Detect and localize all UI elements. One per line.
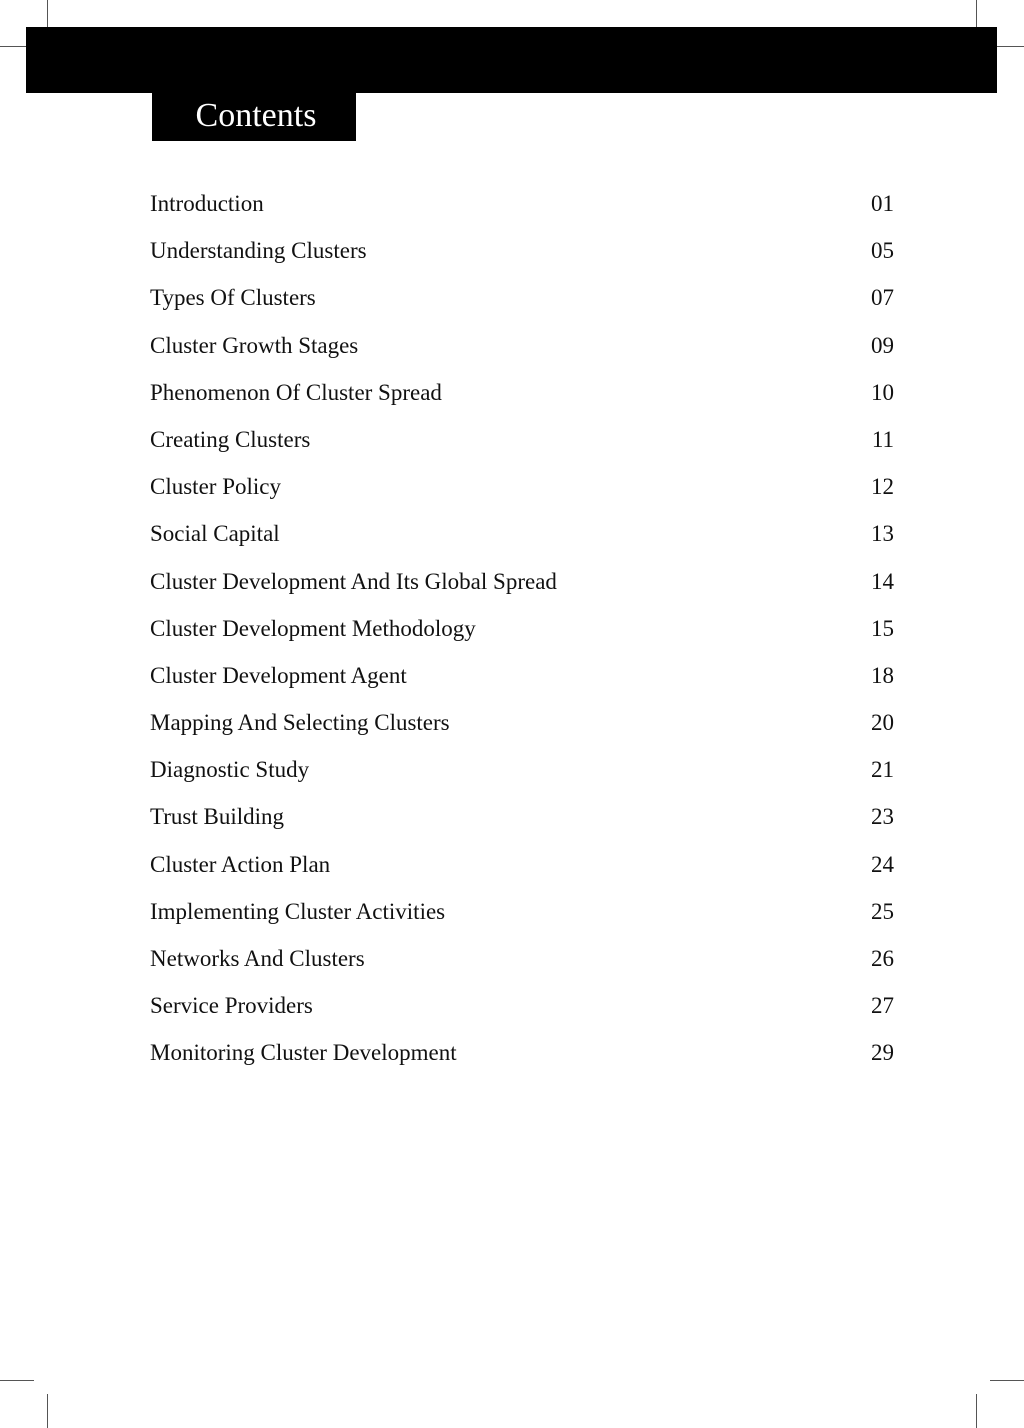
toc-entry-page-number: 05 xyxy=(871,238,894,264)
toc-entry-title: Types Of Clusters xyxy=(150,285,316,311)
toc-entry-page-number: 27 xyxy=(871,993,894,1019)
toc-entry xyxy=(150,463,894,510)
toc-entry-page-number: 01 xyxy=(871,191,894,216)
toc-entry-title: Creating Clusters xyxy=(150,426,311,452)
toc-entry-page-number: 25 xyxy=(871,898,894,924)
toc-entry-title: Networks And Clusters xyxy=(150,946,365,971)
crop-mark-bottom-left-vertical xyxy=(47,1394,48,1428)
toc-entry-title: Cluster Policy xyxy=(150,474,281,500)
page-title: Contents xyxy=(152,93,356,141)
header-band xyxy=(26,27,997,93)
toc-entry-title: Cluster Action Plan xyxy=(150,851,331,877)
toc-entry xyxy=(150,841,894,888)
toc-entry-page-number: 13 xyxy=(871,521,894,547)
toc-entry-page-number: 14 xyxy=(871,568,894,594)
toc-entry xyxy=(150,652,894,699)
toc-entry-title: Cluster Growth Stages xyxy=(150,332,359,358)
toc-entry-title: Phenomenon Of Cluster Spread xyxy=(150,379,442,405)
toc-entry xyxy=(150,416,894,463)
toc-entry xyxy=(150,605,894,652)
toc-entry xyxy=(150,180,894,227)
toc-entry-page-number: 10 xyxy=(871,379,894,405)
toc-entry-page-number: 26 xyxy=(871,946,894,971)
toc-entry-title: Trust Building xyxy=(150,804,285,830)
toc-entry-title: Mapping And Selecting Clusters xyxy=(150,710,450,736)
toc-entry xyxy=(150,558,894,605)
table-of-contents xyxy=(150,180,894,1077)
crop-mark-bottom-right-horizontal xyxy=(990,1380,1024,1381)
crop-mark-bottom-right-vertical xyxy=(976,1394,977,1428)
toc-entry-page-number: 23 xyxy=(871,804,894,830)
toc-entry-title: Service Providers xyxy=(150,993,313,1019)
toc-entry xyxy=(150,322,894,369)
toc-entry xyxy=(150,227,894,274)
toc-entry xyxy=(150,746,894,793)
toc-entry-title: Implementing Cluster Activities xyxy=(150,898,446,924)
toc-entry-page-number: 09 xyxy=(871,332,894,358)
toc-entry-page-number: 15 xyxy=(871,615,894,641)
crop-mark-bottom-left-horizontal xyxy=(0,1380,34,1381)
toc-entry-title: Monitoring Cluster Development xyxy=(150,1040,457,1066)
toc-entry xyxy=(150,274,894,321)
toc-entry xyxy=(150,935,894,982)
toc-entry-page-number: 20 xyxy=(871,710,894,736)
toc-entry xyxy=(150,793,894,840)
toc-entry-title: Cluster Development Agent xyxy=(150,662,407,688)
toc-entry-page-number: 07 xyxy=(871,285,894,311)
toc-entry xyxy=(150,699,894,746)
toc-entry xyxy=(150,982,894,1029)
toc-entry-page-number: 24 xyxy=(871,851,894,877)
toc-entry-page-number: 21 xyxy=(871,757,894,783)
toc-entry-title: Cluster Development And Its Global Spread xyxy=(150,568,557,594)
toc-entry-title: Understanding Clusters xyxy=(150,238,367,264)
toc-entry-page-number: 12 xyxy=(871,474,894,500)
toc-entry-page-number: 18 xyxy=(871,662,894,688)
toc-entry xyxy=(150,888,894,935)
toc-entry-title: Introduction xyxy=(150,191,264,216)
toc-entry-title: Social Capital xyxy=(150,521,280,547)
toc-entry xyxy=(150,369,894,416)
toc-entry xyxy=(150,1029,894,1076)
toc-entry-page-number: 11 xyxy=(871,426,894,452)
toc-entry-page-number: 29 xyxy=(871,1040,894,1066)
toc-entry xyxy=(150,510,894,557)
toc-entry-title: Diagnostic Study xyxy=(150,757,310,783)
toc-entry-title: Cluster Development Methodology xyxy=(150,615,476,641)
